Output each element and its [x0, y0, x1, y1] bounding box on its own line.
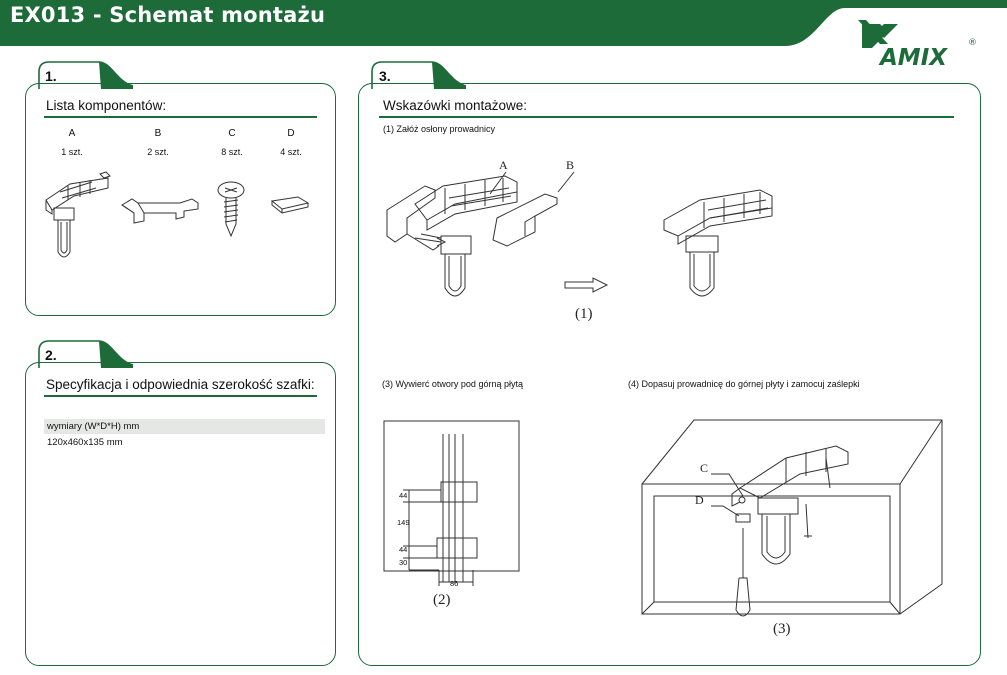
svg-text:AMIX: AMIX: [880, 45, 947, 70]
amix-logo: [858, 18, 978, 70]
step-2-dim-5: 86: [450, 579, 459, 588]
specification-rule: [44, 395, 317, 397]
step-1-leader-lines: [480, 168, 590, 198]
step-1-result-drawing: [660, 180, 775, 305]
step-3-label-d: D: [695, 493, 704, 507]
components-rule: [44, 116, 317, 118]
component-a-drawing: [40, 170, 115, 265]
step-2-dim-1: 44: [399, 491, 408, 500]
component-d-qty: 4 szt.: [280, 147, 302, 157]
panel-1-number: 1.: [45, 68, 57, 84]
step-3-figure-number: (3): [773, 621, 791, 637]
components-heading: Lista komponentów:: [46, 98, 167, 113]
instructions-rule: [379, 116, 954, 118]
panel-2-tab: [25, 339, 135, 369]
component-b-letter: B: [154, 128, 162, 139]
panel-3-tab: [358, 60, 468, 90]
step-1-caption: (1) Załóż osłony prowadnicy: [383, 124, 496, 134]
step-3-leader-lines: [705, 470, 750, 520]
step-3-label-c: C: [700, 461, 709, 475]
spec-label-row: wymiary (W*D*H) mm: [44, 419, 325, 434]
component-b-drawing: [120, 195, 200, 230]
panel-2-number: 2.: [45, 347, 57, 363]
component-c-drawing: [215, 180, 247, 240]
step-1-label-a: A: [499, 158, 508, 172]
step-1-figure-number: (1): [575, 306, 593, 322]
component-c-letter: C: [228, 128, 236, 139]
step-2-figure-number: (2): [433, 592, 451, 608]
step-2-caption: (3) Wywierć otwory pod górną płytą: [382, 379, 523, 389]
component-a-qty: 1 szt.: [61, 147, 83, 157]
component-b-qty: 2 szt.: [147, 147, 169, 157]
step-3-cabinet-drawing: [636, 418, 956, 628]
component-a-letter: A: [68, 128, 76, 139]
component-d-letter: D: [287, 128, 295, 139]
step-2-dim-2: 149: [397, 518, 410, 527]
specification-panel: [25, 362, 336, 666]
spec-value-row: 120x460x135 mm: [47, 437, 123, 448]
step-2-dim-4: 30: [399, 558, 408, 567]
step-1-label-b: B: [566, 158, 575, 172]
panel-3-number: 3.: [379, 68, 391, 84]
step-3-caption: (4) Dopasuj prowadnicę do górnej płyty i zamocuj zaślepki: [628, 379, 860, 389]
svg-text:®: ®: [968, 38, 977, 48]
component-c-qty: 8 szt.: [221, 147, 243, 157]
document-title: EX013 - Schemat montażu: [10, 3, 326, 27]
instructions-heading: Wskazówki montażowe:: [383, 98, 528, 113]
component-d-drawing: [268, 195, 313, 217]
specification-heading: Specyfikacja i odpowiednia szerokość szafki:: [46, 377, 315, 392]
panel-1-tab: [25, 60, 135, 90]
step-2-dim-3: 44: [399, 545, 408, 554]
step-1-arrow-icon: [563, 276, 609, 294]
